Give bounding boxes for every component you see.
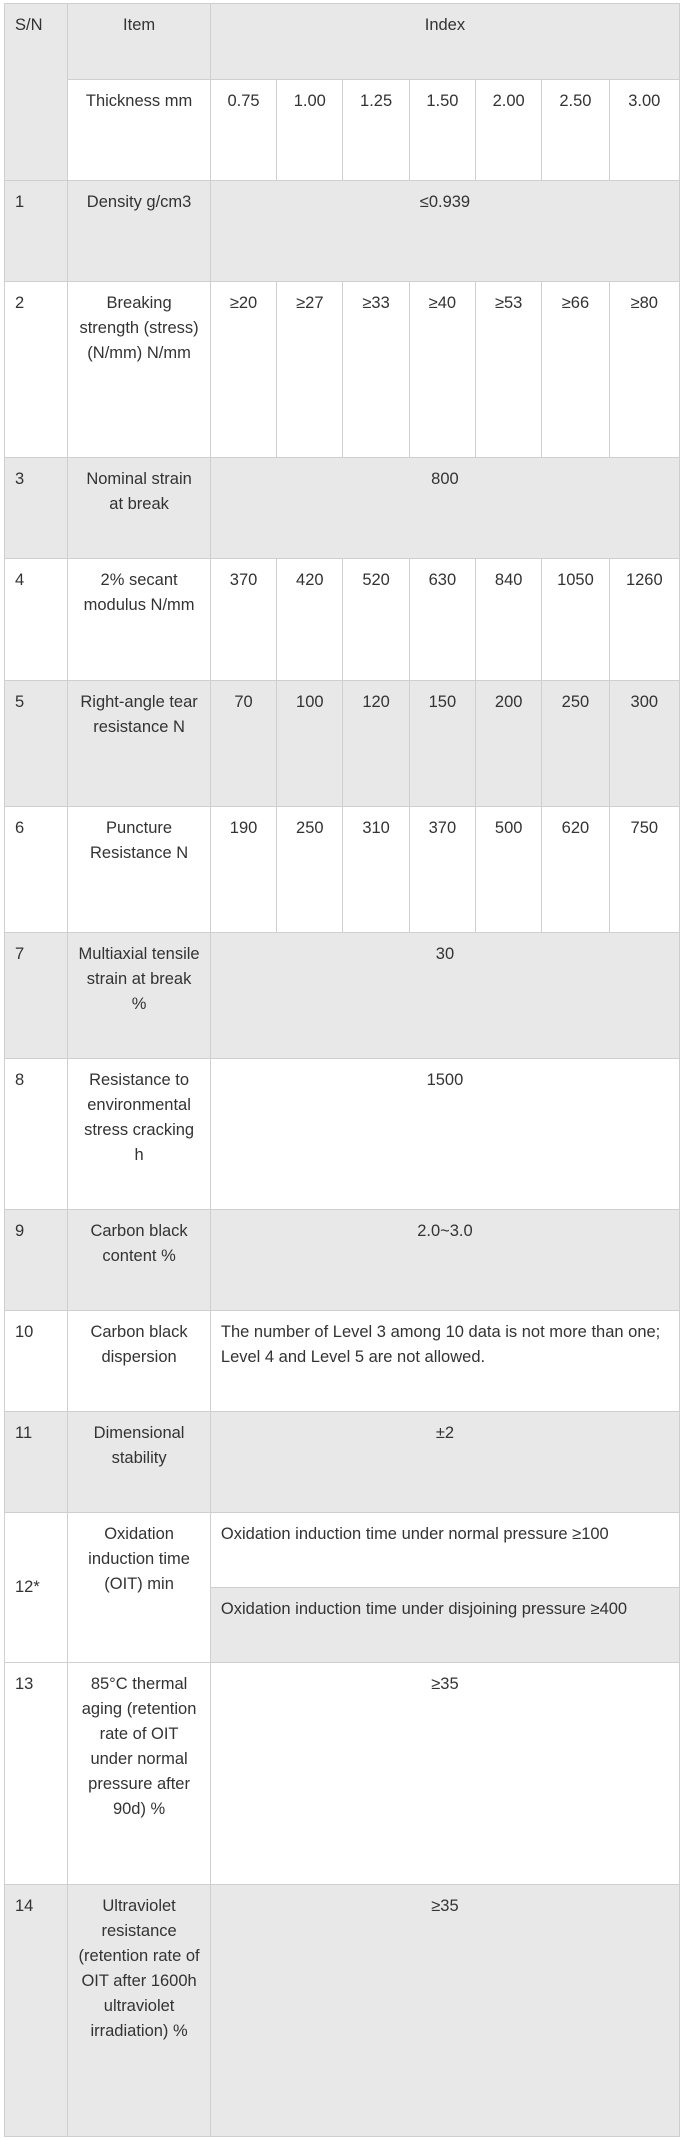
row-number: 2: [5, 282, 68, 458]
row-value: 2.0~3.0: [210, 1210, 679, 1311]
row-value: Oxidation induction time under normal pressure ≥100: [210, 1513, 679, 1588]
row-item: Puncture Resistance N: [68, 807, 211, 933]
row-value: 630: [409, 559, 475, 681]
row-item: Resistance to environmental stress cracking h: [68, 1059, 211, 1210]
row-value: ≥33: [343, 282, 409, 458]
row-value: 750: [609, 807, 679, 933]
row-item: Carbon black dispersion: [68, 1311, 211, 1412]
index-header: Index: [210, 4, 679, 80]
row-item: Multiaxial tensile strain at break %: [68, 933, 211, 1059]
table-row: [5, 181, 680, 282]
row-number: 4: [5, 559, 68, 681]
row-value: 200: [476, 681, 542, 807]
table-row: [5, 1311, 680, 1412]
row-number: 12*: [5, 1513, 68, 1663]
thickness-cell: 3.00: [609, 80, 679, 181]
row-value: 300: [609, 681, 679, 807]
thickness-cell: 1.50: [409, 80, 475, 181]
row-item: 85°C thermal aging (retention rate of OIT under normal pressure after 90d) %: [68, 1663, 211, 1885]
table-row: [5, 1210, 680, 1311]
row-number: 1: [5, 181, 68, 282]
row-value: 190: [210, 807, 276, 933]
row-item: Right-angle tear resistance N: [68, 681, 211, 807]
row-value: ≥27: [277, 282, 343, 458]
thickness-cell: 1.00: [277, 80, 343, 181]
sn-header: S/N: [5, 4, 68, 181]
table-row: [5, 282, 680, 458]
row-value: 150: [409, 681, 475, 807]
row-value: ≥80: [609, 282, 679, 458]
table-row: [5, 1059, 680, 1210]
row-value: 100: [277, 681, 343, 807]
thickness-cell: 2.00: [476, 80, 542, 181]
row-item: Breaking strength (stress) (N/mm) N/mm: [68, 282, 211, 458]
row-number: 9: [5, 1210, 68, 1311]
row-value: ≥35: [210, 1663, 679, 1885]
table-row: [5, 933, 680, 1059]
item-header: Item: [68, 4, 211, 80]
row-value: 1260: [609, 559, 679, 681]
row-item: 2% secant modulus N/mm: [68, 559, 211, 681]
row-value: ±2: [210, 1412, 679, 1513]
row-value: 520: [343, 559, 409, 681]
row-value: ≤0.939: [210, 181, 679, 282]
row-value: 800: [210, 458, 679, 559]
row-value: 840: [476, 559, 542, 681]
thickness-cell: 2.50: [542, 80, 609, 181]
row-value: ≥35: [210, 1885, 679, 2137]
row-value: The number of Level 3 among 10 data is not more than one; Level 4 and Level 5 are not allowed.: [210, 1311, 679, 1412]
row-item: Oxidation induction time (OIT) min: [68, 1513, 211, 1663]
thickness-cell: 0.75: [210, 80, 276, 181]
row-value: ≥66: [542, 282, 609, 458]
row-value: 370: [210, 559, 276, 681]
row-value: 250: [542, 681, 609, 807]
row-number: 11: [5, 1412, 68, 1513]
row-item: Dimensional stability: [68, 1412, 211, 1513]
row-item: Ultraviolet resistance (retention rate of OIT after 1600h ultraviolet irradiation) %: [68, 1885, 211, 2137]
row-item: Density g/cm3: [68, 181, 211, 282]
row-value: 30: [210, 933, 679, 1059]
table-row: [5, 807, 680, 933]
table-row: [5, 1885, 680, 2137]
row-number: 8: [5, 1059, 68, 1210]
specification-table: [4, 3, 680, 2137]
row-value: Oxidation induction time under disjoining pressure ≥400: [210, 1588, 679, 1663]
row-value: ≥40: [409, 282, 475, 458]
table-row: [5, 1663, 680, 1885]
row-value: 420: [277, 559, 343, 681]
row-number: 14: [5, 1885, 68, 2137]
row-number: 10: [5, 1311, 68, 1412]
table-row: [5, 458, 680, 559]
row-value: 370: [409, 807, 475, 933]
row-item: Nominal strain at break: [68, 458, 211, 559]
row-value: ≥20: [210, 282, 276, 458]
row-number: 13: [5, 1663, 68, 1885]
table-row: [5, 1412, 680, 1513]
row-number: 7: [5, 933, 68, 1059]
table-row: [5, 681, 680, 807]
thickness-row: [5, 80, 680, 181]
row-value: 310: [343, 807, 409, 933]
row-number: 6: [5, 807, 68, 933]
thickness-label: Thickness mm: [68, 80, 211, 181]
row-item: Carbon black content %: [68, 1210, 211, 1311]
row-value: 1500: [210, 1059, 679, 1210]
row-value: 500: [476, 807, 542, 933]
row-value: 250: [277, 807, 343, 933]
row-value: 1050: [542, 559, 609, 681]
header-row: [5, 4, 680, 80]
table-row: [5, 1513, 680, 1588]
row-value: 620: [542, 807, 609, 933]
row-number: 3: [5, 458, 68, 559]
row-value: 120: [343, 681, 409, 807]
row-value: ≥53: [476, 282, 542, 458]
thickness-cell: 1.25: [343, 80, 409, 181]
row-value: 70: [210, 681, 276, 807]
row-number: 5: [5, 681, 68, 807]
table-row: [5, 559, 680, 681]
